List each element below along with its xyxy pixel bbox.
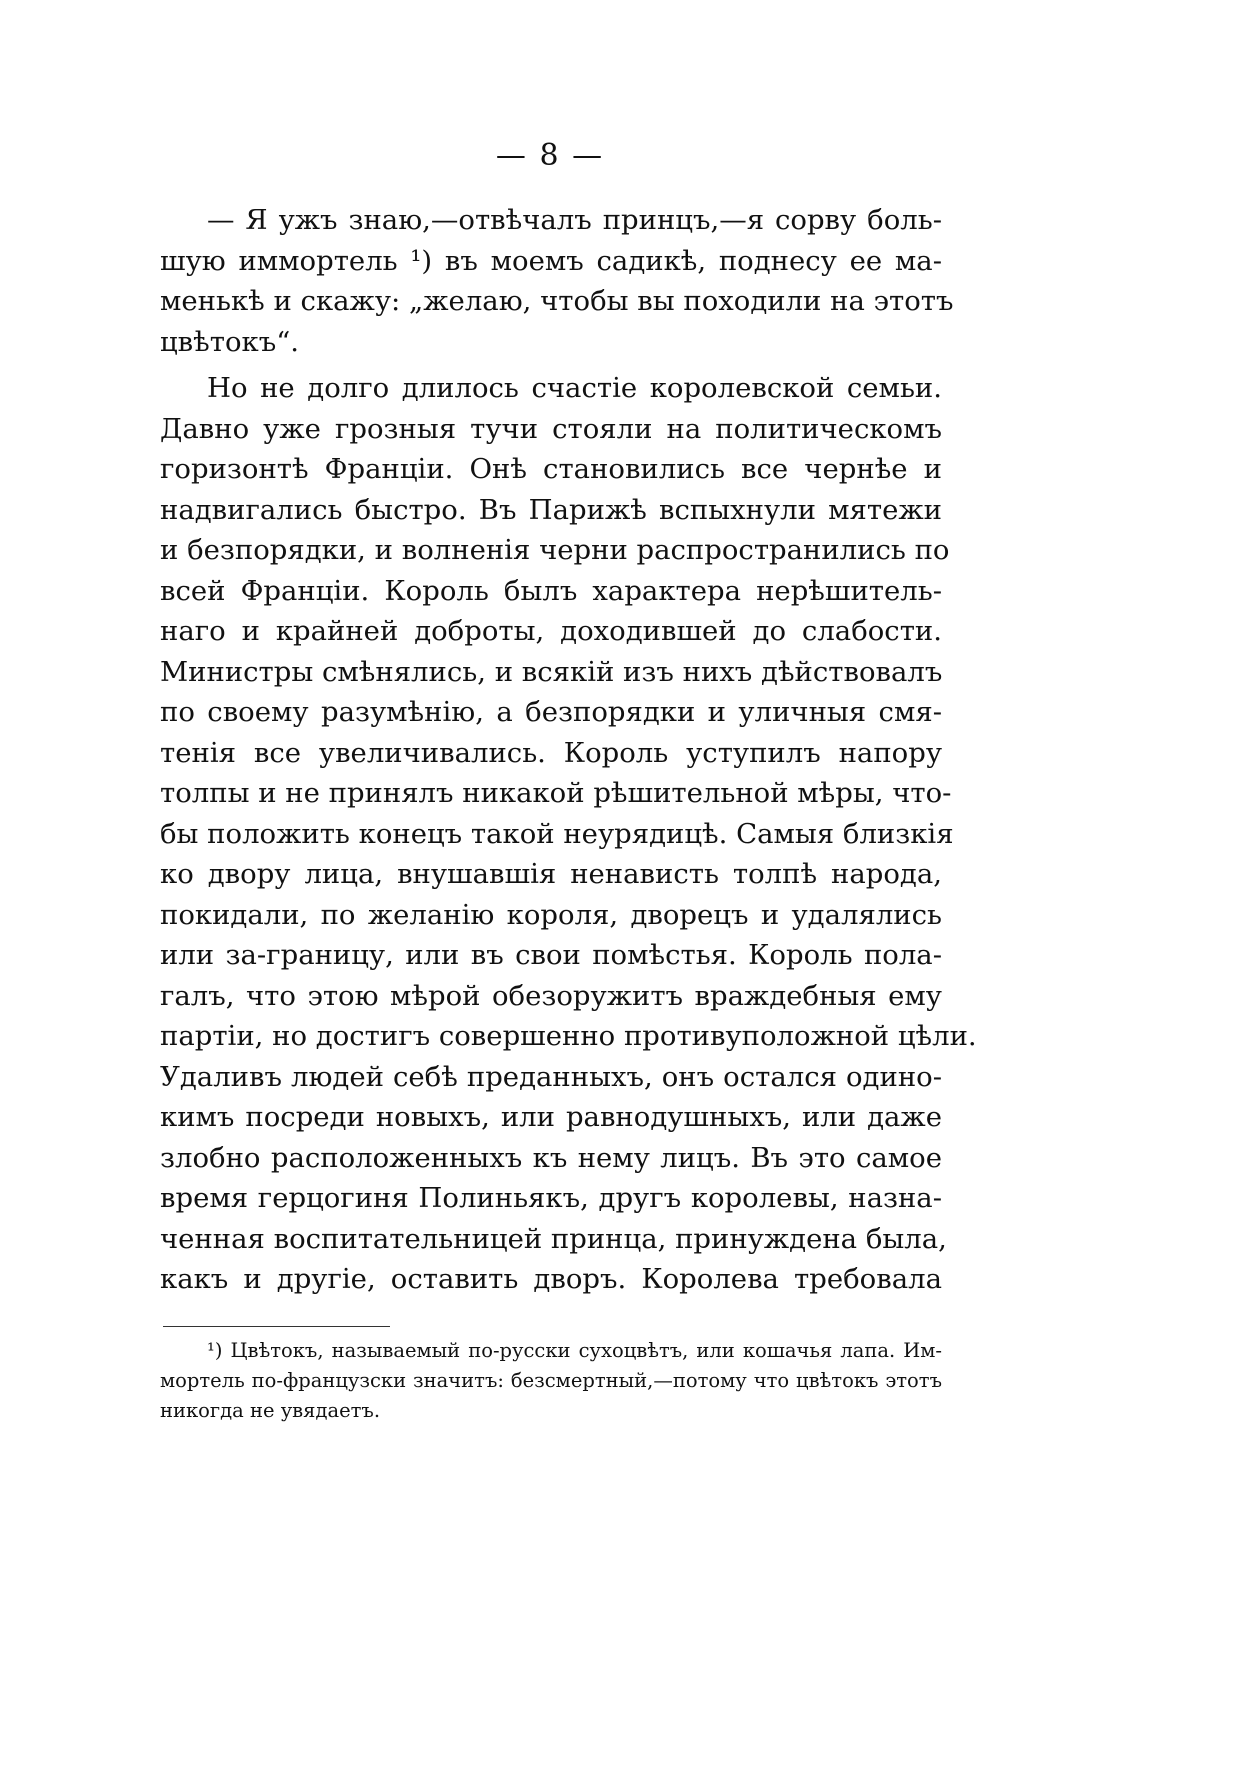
- text-line: ко двору лица, внушавшія ненависть толпѣ народа,: [160, 858, 942, 890]
- text-line: толпы и не принялъ никакой рѣшительной мѣры, что-: [160, 777, 952, 809]
- text-line: тенія все увеличивались. Король уступилъ напору: [160, 736, 942, 769]
- text-line: злобно расположенныхъ къ нему лицъ. Въ это самое: [160, 1141, 942, 1174]
- text-line: надвигались быстро. Въ Парижѣ вспыхнули мятежи: [160, 493, 942, 526]
- footnote-divider: [163, 1326, 390, 1327]
- text-line: галъ, что этою мѣрой обезоружитъ враждебныя ему: [160, 979, 942, 1012]
- text-line: наго и крайней доброты, доходившей до слабости.: [160, 615, 942, 647]
- text-line: по своему разумѣнію, а безпорядки и уличныя смя-: [160, 696, 942, 728]
- text-line: партіи, но достигъ совершенно противуположной цѣли.: [160, 1020, 977, 1052]
- text-line: Министры смѣнялись, и всякій изъ нихъ дѣйствовалъ: [160, 655, 943, 688]
- text-line: ченная воспитательницей принца, принуждена была,: [160, 1222, 947, 1255]
- text-line: горизонтѣ Франціи. Онѣ становились все чернѣе и: [160, 453, 942, 485]
- footnote-line: мортель по-французски значитъ: безсмертный,—потому что цвѣтокъ этотъ: [160, 1369, 942, 1392]
- text-line: всей Франціи. Король былъ характера нерѣшитель-: [160, 574, 942, 607]
- footnote-line: никогда не увядаетъ.: [160, 1399, 381, 1422]
- text-line: бы положить конецъ такой неурядицѣ. Самыя близкія: [160, 817, 954, 850]
- page-number: — 8 —: [495, 138, 605, 173]
- text-line: Но не долго длилось счастіе королевской семьи.: [207, 372, 942, 404]
- text-line: Удаливъ людей себѣ преданныхъ, онъ остался одино-: [160, 1060, 942, 1093]
- footnote: [160, 1336, 942, 1426]
- text-line: менькѣ и скажу: „желаю, чтобы вы походили на этотъ: [160, 285, 954, 317]
- text-line: время герцогиня Полиньякъ, другъ королевы, назна-: [160, 1182, 942, 1214]
- text-line: цвѣтокъ“.: [160, 325, 300, 358]
- text-line: покидали, по желанію короля, дворецъ и удалялись: [160, 898, 942, 931]
- main-text: [160, 200, 977, 1300]
- text-line: Давно уже грозныя тучи стояли на политическомъ: [160, 412, 942, 445]
- text-line: или за-границу, или въ свои помѣстья. Король пола-: [160, 939, 942, 971]
- text-line: и безпорядки, и волненія черни распространились по: [160, 534, 950, 566]
- text-line: какъ и другіе, оставить дворъ. Королева требовала: [160, 1263, 942, 1295]
- footnote-line: ¹) Цвѣтокъ, называемый по-русски сухоцвѣтъ, или кошачья лапа. Им-: [207, 1339, 942, 1362]
- text-line: кимъ посреди новыхъ, или равнодушныхъ, или даже: [160, 1101, 942, 1133]
- text-line: — Я ужъ знаю,—отвѣчалъ принцъ,—я сорву боль-: [207, 204, 942, 236]
- text-line: шую иммортель ¹) въ моемъ садикѣ, поднесу ее ма-: [160, 244, 942, 277]
